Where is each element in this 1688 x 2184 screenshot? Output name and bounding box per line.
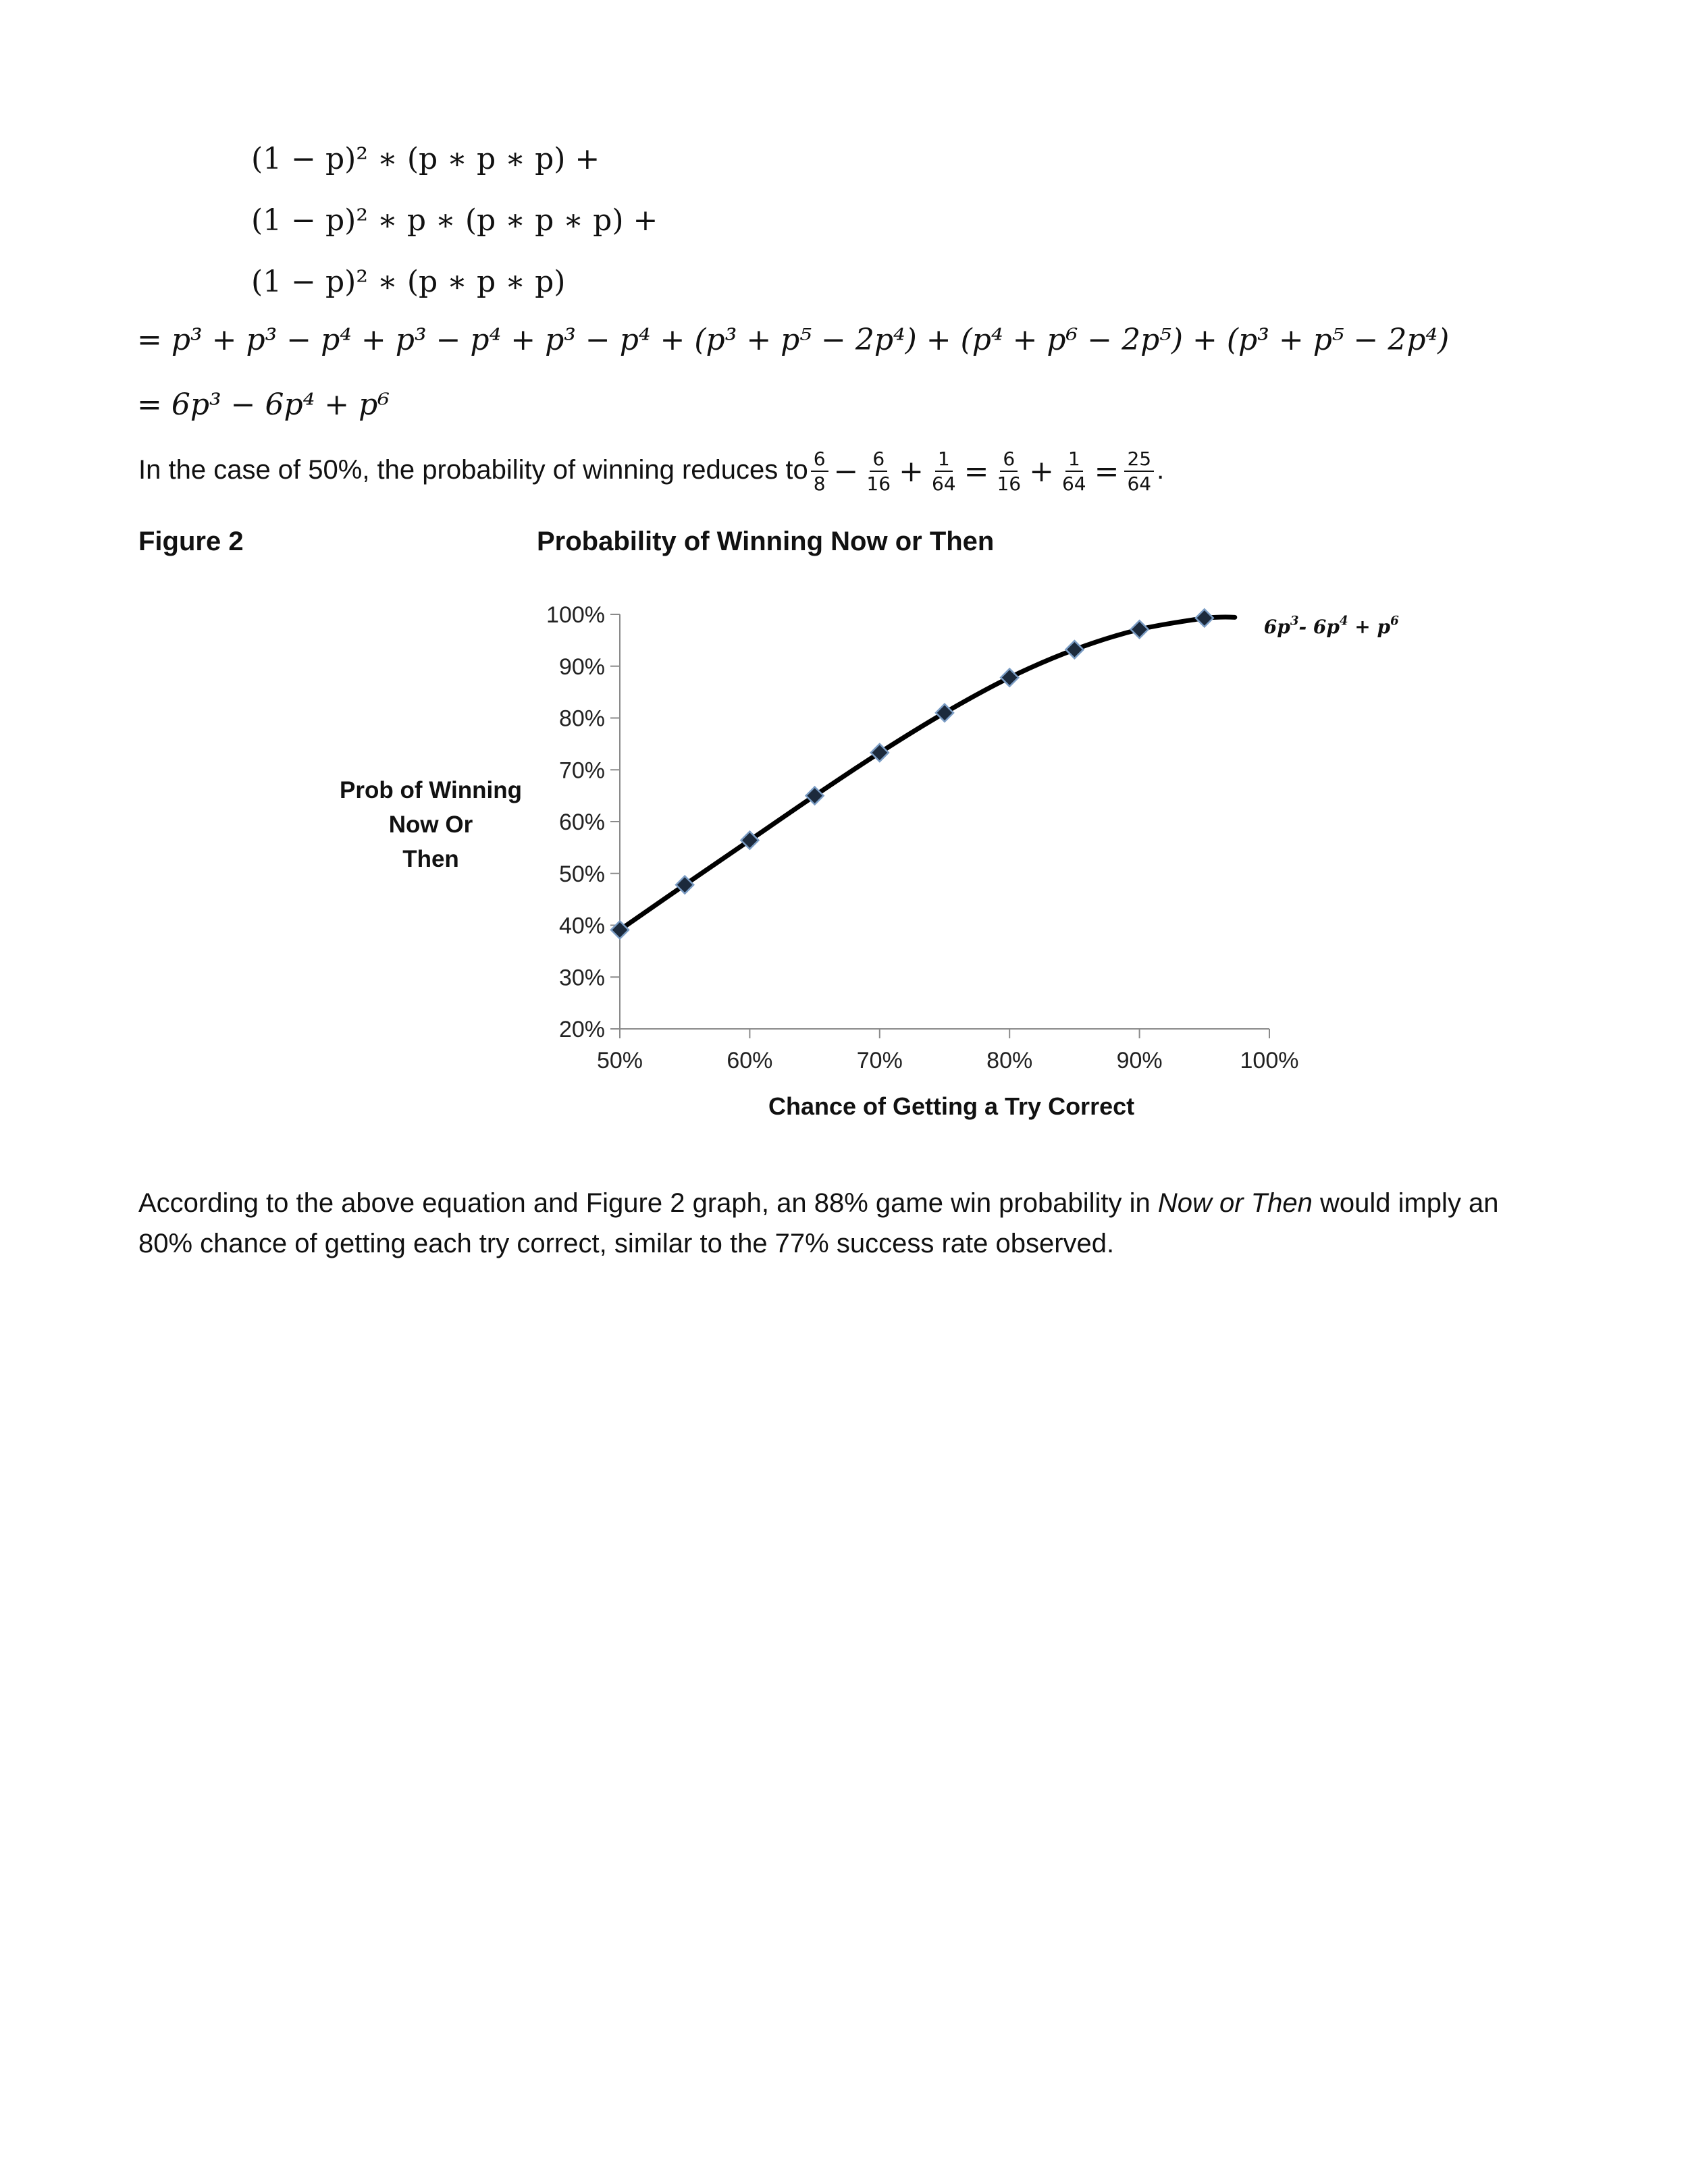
y-tick-label-70: 70%	[558, 757, 605, 784]
y-tick-label-90: 90%	[558, 654, 605, 680]
y-tick-label-50: 50%	[558, 861, 605, 887]
y-axis-label-line-1: Prob of Winning	[340, 777, 522, 803]
y-tick-label-80: 80%	[558, 705, 605, 732]
fraction-6-16-b: $\frac{6}{16}$	[997, 448, 1022, 496]
data-point-85	[1065, 641, 1083, 658]
equation-line-5: = 6p³ − 6p⁴ + p⁶	[137, 388, 390, 422]
minus-operator: −	[833, 454, 859, 489]
game-title: Now or Then	[1157, 1188, 1313, 1218]
plus-operator: +	[899, 454, 924, 489]
y-axis-label-line-2: Now Or	[388, 811, 473, 838]
data-point-90	[1131, 620, 1149, 638]
y-tick-label-40: 40%	[558, 913, 605, 939]
fraction-1-64-b: $\frac{1}{64}$	[1061, 448, 1086, 496]
equation-line-1: (1 − p)² ∗ (p ∗ p ∗ p) +	[251, 142, 600, 176]
x-tick-label-60: 60%	[727, 1048, 773, 1073]
fraction-1-64: $\frac{1}{64}$	[931, 448, 956, 496]
data-point-95	[1196, 609, 1213, 627]
fraction-25-64: $\frac{25}{64}$	[1124, 449, 1154, 494]
x-tick-label-80: 80%	[986, 1048, 1033, 1073]
plus-operator-b: +	[1029, 454, 1054, 489]
x-tick-label-100: 100%	[1240, 1048, 1299, 1073]
chart-legend: $6p^3-$ $6p^4 + p^6$	[1263, 614, 1399, 638]
data-point-80	[1001, 669, 1018, 687]
fraction-6-16: $\frac{6}{16}$	[866, 448, 891, 496]
sentence-period: .	[1157, 454, 1165, 485]
conclusion-paragraph: According to the above equation and Figure 2 graph, an 88% game win probability in Now or Then would imply an 80% chance of getting each try correct, similar to the 77% success rate observed.	[138, 1188, 1499, 1258]
equation-line-2: (1 − p)² ∗ p ∗ (p ∗ p ∗ p) +	[251, 203, 658, 238]
figure-label: Figure 2	[138, 527, 244, 556]
y-tick-label-60: 60%	[558, 809, 605, 835]
equation-line-4: = p³ + p³ − p⁴ + p³ − p⁴ + p³ − p⁴ + (p³ + p⁵ − 2p⁴) + (p⁴ + p⁶ − 2p⁵) + (p³ + p⁵ − 2p⁴)	[137, 323, 1450, 357]
x-axis-label: Chance of Getting a Try Correct	[768, 1092, 1135, 1120]
fraction-6-8: $\frac{6}{8}$	[811, 449, 828, 494]
x-tick-label-50: 50%	[596, 1048, 643, 1073]
x-tick-label-70: 70%	[856, 1048, 903, 1073]
chart-title: Probability of Winning Now or Then	[537, 527, 995, 556]
y-tick-label-30: 30%	[558, 965, 605, 991]
y-tick-label-20: 20%	[558, 1017, 605, 1042]
equals-operator-b: =	[1094, 454, 1119, 489]
y-axis-label-line-3: Then	[402, 845, 459, 872]
equals-operator: =	[964, 454, 989, 489]
equation-line-3: (1 − p)² ∗ (p ∗ p ∗ p)	[251, 265, 566, 299]
y-tick-label-100: 100%	[546, 602, 605, 628]
case-sentence-text: In the case of 50%, the probability of winning reduces to	[138, 454, 808, 485]
series-line	[620, 617, 1235, 930]
x-tick-label-90: 90%	[1116, 1048, 1163, 1073]
